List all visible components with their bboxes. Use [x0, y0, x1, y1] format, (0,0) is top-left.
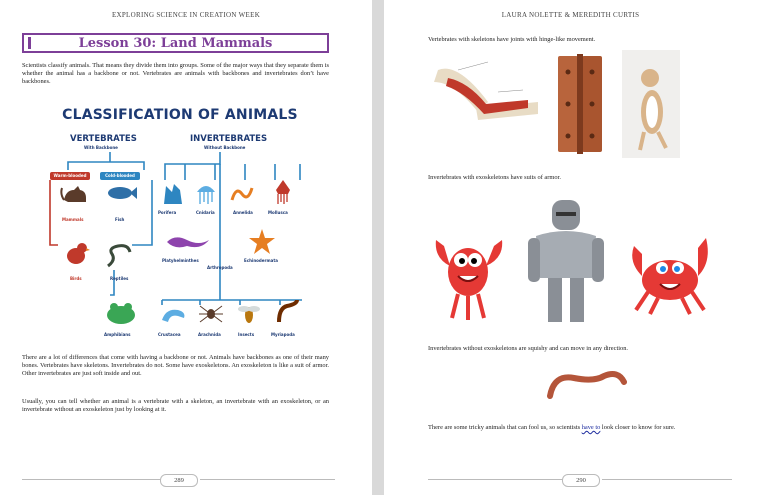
figure-title: CLASSIFICATION OF ANIMALS: [62, 107, 298, 123]
have-to-link[interactable]: have to: [581, 424, 601, 431]
skeleton-caption: Vertebrates with skeletons have joints with hinge-like movement.: [428, 36, 596, 43]
tricky-animals-caption: There are some tricky animals that can fool us, so scientists have to look closer to know for sure.: [428, 424, 676, 431]
insects-label: Insects: [238, 332, 255, 337]
lobster-cartoon: [428, 232, 510, 324]
reptiles-label: Reptiles: [110, 276, 129, 281]
crustacea-label: Crustacea: [158, 332, 181, 337]
flatworm-icon: [165, 232, 211, 252]
page-number: 289: [160, 474, 198, 487]
lesson-title-box: [22, 33, 329, 53]
birds-label: Birds: [70, 276, 82, 281]
elbow-joint-diagram: [428, 52, 543, 152]
arthropoda-label: Arthropoda: [207, 265, 233, 270]
page-footer: [0, 474, 372, 486]
fish-icon: [106, 184, 138, 202]
porifera-label: Porifera: [158, 210, 177, 215]
lesson-title: Lesson 30: Land Mammals: [78, 36, 273, 51]
intro-paragraph: Scientists classify animals. That means they divide them into groups. Some of the major ways that they separate them is whether the animal has a backbone or not. Vertebrates are animals with backbones and invertebrates don’t have backbones.: [22, 62, 329, 85]
invertebrates-heading: INVERTEBRATES: [190, 134, 268, 144]
jumping-dog-photo: [622, 50, 680, 158]
left-page: [0, 0, 372, 495]
worm-icon: [230, 182, 254, 204]
millipede-icon: [275, 298, 301, 326]
mammals-label: Mammals: [62, 217, 84, 222]
with-backbone-label: With Backbone: [84, 145, 118, 150]
starfish-icon: [248, 228, 276, 256]
echinodermata-label: Echinodermata: [244, 258, 278, 263]
myriapoda-label: Myriapoda: [271, 332, 295, 337]
right-page: [384, 0, 757, 495]
earthworm-photo: [544, 368, 628, 404]
spider-icon: [198, 300, 224, 326]
crab-cartoon: [624, 232, 716, 318]
jellyfish-icon: [195, 180, 217, 206]
arachnida-label: Arachnida: [198, 332, 221, 337]
without-backbone-label: Without Backbone: [204, 145, 246, 150]
cold-blooded-badge: Cold-blooded: [100, 172, 140, 180]
snake-icon: [104, 240, 134, 270]
vertebrates-heading: VERTEBRATES: [70, 134, 137, 144]
sponge-icon: [160, 182, 186, 206]
page-footer: [384, 474, 757, 486]
exoskeleton-caption: Invertebrates with exoskeletons have suits of armor.: [428, 174, 561, 181]
identification-paragraph: Usually, you can tell whether an animal is a vertebrate with a skeleton, an invertebrate with an exoskeleton, or an invertebrate without an exoskeleton just by looking at it.: [22, 398, 329, 413]
bird-icon: [62, 240, 90, 270]
door-hinge-photo: [554, 52, 606, 156]
mollusca-label: Mollusca: [268, 210, 288, 215]
cnidaria-label: Cnidaria: [196, 210, 215, 215]
insect-icon: [236, 300, 262, 326]
cat-icon: [60, 182, 90, 204]
running-header: EXPLORING SCIENCE IN CREATION WEEK: [111, 11, 261, 19]
fish-label: Fish: [115, 217, 125, 222]
platyhelminthes-label: Platyhelminthes: [162, 258, 199, 263]
running-header: LAURA NOLETTE & MEREDITH CURTIS: [501, 11, 640, 19]
warm-blooded-badge: Warm-blooded: [50, 172, 90, 180]
differences-paragraph: There are a lot of differences that come with having a backbone or not. Animals have backbones as one of their many bones. Vertebrates have skeletons. Invertebrates do not. Some have exoskeletons. An exoskeleton is like a suit of armor. Other invertebrates are just soft inside and out.: [22, 354, 329, 377]
shrimp-icon: [158, 304, 188, 326]
amphibians-label: Amphibians: [104, 332, 131, 337]
soft-body-caption: Invertebrates without exoskeletons are squishy and can move in any direction.: [428, 345, 629, 352]
frog-icon: [104, 300, 138, 326]
squid-icon: [272, 178, 294, 206]
page-number: 290: [562, 474, 600, 487]
annelida-label: Annelida: [233, 210, 253, 215]
suit-of-armor: [526, 198, 606, 324]
